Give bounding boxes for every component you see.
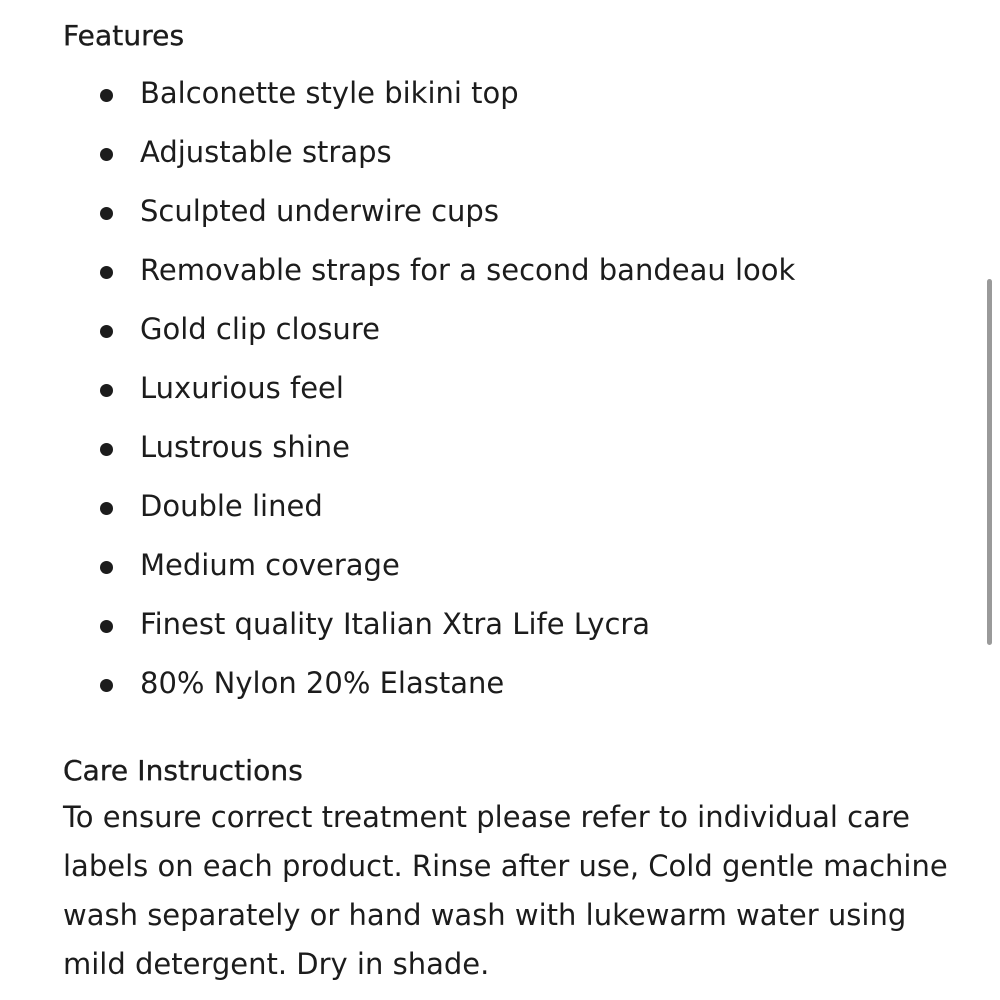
care-text: To ensure correct treatment please refer to individual care labels on each product. Rinse after use, Cold gentle machine wash separately or hand wash with lukewarm water using mild detergent. Dry in shade.: [63, 800, 948, 981]
feature-item: [63, 596, 963, 655]
feature-item: [63, 655, 963, 714]
bullet-icon: [100, 89, 113, 102]
feature-text: Double lined: [140, 489, 323, 523]
feature-text: 80% Nylon 20% Elastane: [140, 666, 505, 700]
feature-text: Removable straps for a second bandeau look: [140, 253, 796, 287]
bullet-icon: [100, 620, 113, 633]
feature-text: Medium coverage: [140, 548, 400, 582]
bullet-icon: [100, 679, 113, 692]
feature-text: Luxurious feel: [140, 371, 344, 405]
feature-item: [63, 478, 963, 537]
feature-item: [63, 183, 963, 242]
bullet-icon: [100, 325, 113, 338]
features-list: [63, 65, 963, 714]
bullet-icon: [100, 561, 113, 574]
feature-text: Balconette style bikini top: [140, 76, 519, 110]
care-heading: Care Instructions: [63, 754, 303, 787]
bullet-icon: [100, 384, 113, 397]
bullet-icon: [100, 207, 113, 220]
feature-item: [63, 124, 963, 183]
feature-text: Sculpted underwire cups: [140, 194, 499, 228]
product-details: [63, 14, 963, 989]
feature-item: [63, 301, 963, 360]
bullet-icon: [100, 443, 113, 456]
feature-item: [63, 360, 963, 419]
feature-item: [63, 65, 963, 124]
feature-item: [63, 537, 963, 596]
bullet-icon: [100, 266, 113, 279]
bullet-icon: [100, 502, 113, 515]
bullet-icon: [100, 148, 113, 161]
feature-text: Finest quality Italian Xtra Life Lycra: [140, 607, 651, 641]
feature-text: Gold clip closure: [140, 312, 380, 346]
feature-text: Lustrous shine: [140, 430, 351, 464]
feature-text: Adjustable straps: [140, 135, 392, 169]
features-heading: Features: [63, 19, 185, 52]
feature-item: [63, 242, 963, 301]
scrollbar[interactable]: [987, 279, 992, 645]
feature-item: [63, 419, 963, 478]
